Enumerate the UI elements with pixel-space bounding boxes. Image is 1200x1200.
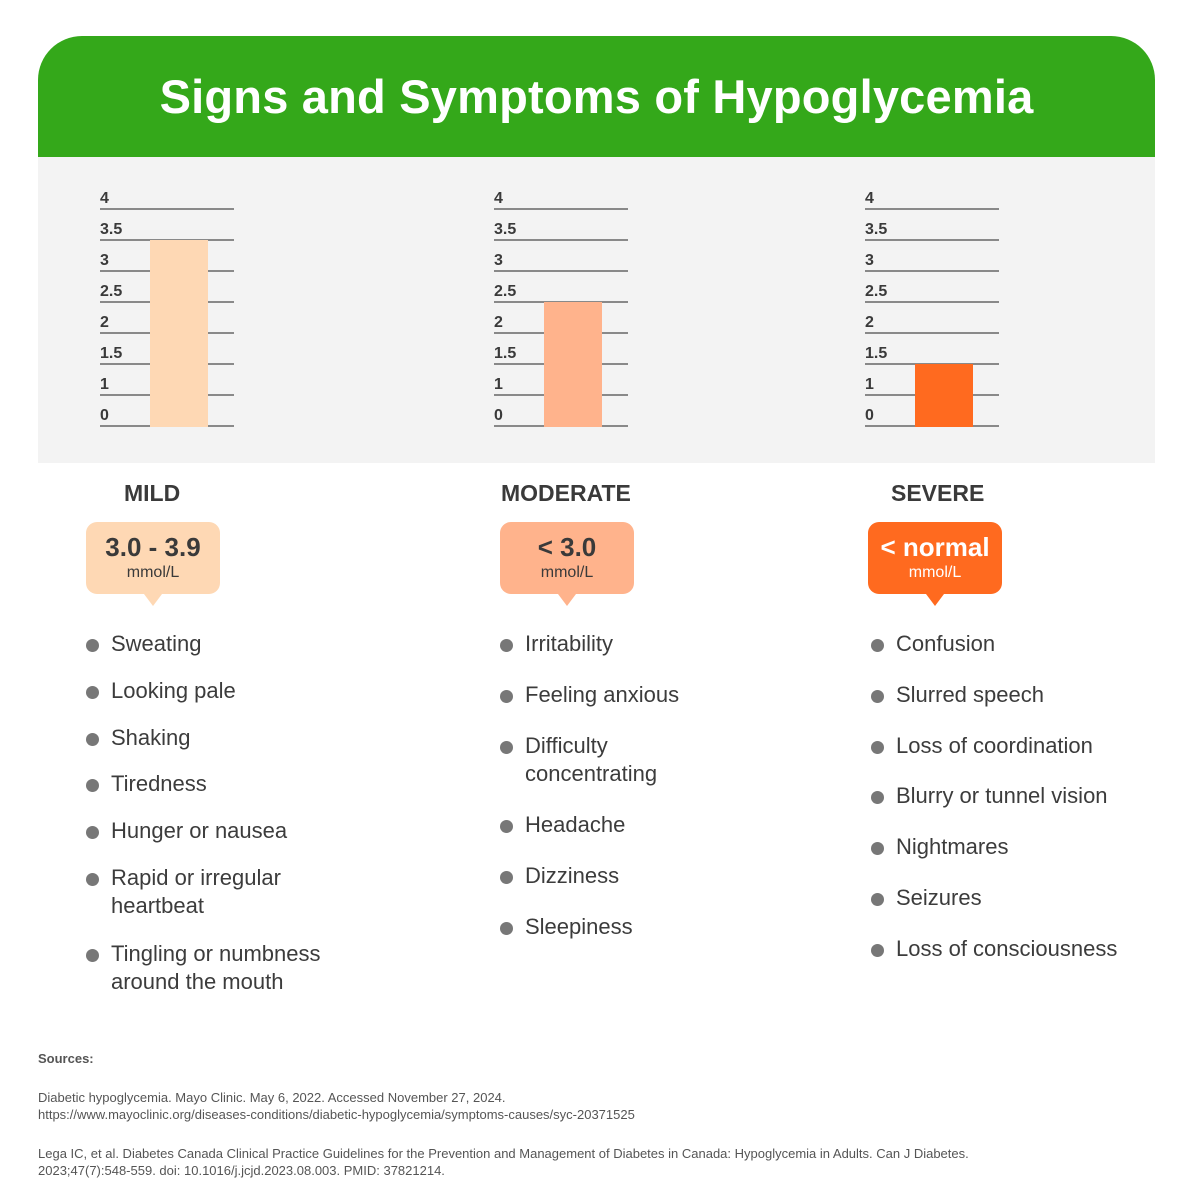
- range-badge-moderate: [500, 522, 634, 594]
- bullet-icon: [86, 873, 99, 886]
- range-value-moderate: < 3.0: [537, 532, 597, 562]
- source-1-line-1: Diabetic hypoglycemia. Mayo Clinic. May 6, 2022. Accessed November 27, 2024.: [38, 1090, 506, 1105]
- y-tick-label: 0: [865, 407, 874, 424]
- symptom-text: Blurry or tunnel vision: [896, 783, 1108, 808]
- y-tick-label: 2.5: [100, 283, 123, 300]
- symptom-text: Loss of coordination: [896, 733, 1093, 758]
- title-banner: [38, 36, 1155, 157]
- bullet-icon: [871, 893, 884, 906]
- symptom-text: Seizures: [896, 885, 982, 910]
- symptom-text: heartbeat: [111, 893, 204, 918]
- y-tick-label: 0: [100, 407, 109, 424]
- bar-mild: [150, 240, 208, 427]
- y-tick-label: 4: [100, 190, 109, 207]
- symptom-item: [86, 940, 321, 996]
- symptom-item: [871, 935, 1117, 963]
- y-tick-label: 3.5: [100, 221, 123, 238]
- symptom-item: [86, 630, 202, 658]
- y-tick-label: 4: [494, 190, 503, 207]
- symptom-text: Nightmares: [896, 834, 1009, 859]
- y-tick-label: 1: [494, 376, 503, 393]
- symptom-text: Tiredness: [111, 771, 207, 796]
- symptom-text: Rapid or irregular: [111, 865, 281, 890]
- symptom-item: [500, 811, 625, 839]
- chart-band: [38, 157, 1155, 463]
- range-unit-mild: mmol/L: [126, 564, 180, 581]
- symptom-text: Shaking: [111, 725, 191, 750]
- bar-severe: [915, 364, 973, 427]
- bullet-icon: [500, 639, 513, 652]
- symptom-item: [871, 732, 1093, 760]
- symptom-text: around the mouth: [111, 969, 284, 994]
- y-tick-label: 2.5: [494, 283, 517, 300]
- symptom-item: [871, 630, 995, 658]
- bar-chart-moderate: [494, 157, 694, 463]
- bullet-icon: [86, 733, 99, 746]
- symptom-text: Confusion: [896, 631, 996, 656]
- bullet-icon: [500, 820, 513, 833]
- symptom-text: concentrating: [525, 761, 658, 786]
- bullet-icon: [86, 826, 99, 839]
- symptom-item: [86, 864, 281, 920]
- sources-title: Sources:: [38, 1051, 94, 1066]
- symptom-item: [871, 681, 1044, 709]
- bullet-icon: [871, 690, 884, 703]
- symptom-item: [86, 770, 207, 798]
- symptom-text: Slurred speech: [896, 682, 1044, 707]
- source-citation-2: [38, 1145, 1158, 1179]
- bullet-icon: [500, 741, 513, 754]
- range-unit-moderate: mmol/L: [540, 564, 594, 581]
- y-tick-label: 1.5: [494, 345, 517, 362]
- y-tick-label: 1.5: [100, 345, 123, 362]
- symptom-text: Sweating: [111, 631, 202, 656]
- symptom-text: Headache: [525, 812, 626, 837]
- sources-section: [38, 1050, 1158, 1179]
- symptom-text: Dizziness: [525, 863, 620, 888]
- source-citation-1: [38, 1089, 1158, 1123]
- y-tick-label: 4: [865, 190, 874, 207]
- y-tick-label: 2: [865, 314, 874, 331]
- bullet-icon: [500, 871, 513, 884]
- symptom-text: Irritability: [525, 631, 614, 656]
- level-title-mild: MILD: [124, 480, 181, 506]
- y-tick-label: 3.5: [865, 221, 888, 238]
- bullet-icon: [86, 686, 99, 699]
- y-tick-label: 1: [100, 376, 109, 393]
- symptom-item: [871, 782, 1108, 810]
- symptom-text: Difficulty: [525, 733, 608, 758]
- bullet-icon: [86, 779, 99, 792]
- bullet-icon: [871, 639, 884, 652]
- bullet-icon: [871, 842, 884, 855]
- bullet-icon: [500, 690, 513, 703]
- bullet-icon: [86, 639, 99, 652]
- y-tick-label: 1: [865, 376, 874, 393]
- range-value-severe: < normal: [880, 532, 990, 562]
- range-badge-mild: [86, 522, 220, 594]
- page-title: Signs and Symptoms of Hypoglycemia: [159, 70, 1034, 123]
- y-tick-label: 3: [865, 252, 874, 269]
- level-title-moderate: MODERATE: [501, 480, 631, 506]
- bar-moderate: [544, 302, 602, 427]
- bar-chart-severe: [865, 157, 1065, 463]
- level-title-severe: SEVERE: [891, 480, 985, 506]
- symptom-text: Tingling or numbness: [111, 941, 321, 966]
- source-2-line-2: 2023;47(7):548-559. doi: 10.1016/j.jcjd.2023.08.003. PMID: 37821214.: [38, 1163, 445, 1178]
- range-badge-severe: [868, 522, 1002, 594]
- symptom-text: Sleepiness: [525, 914, 633, 939]
- symptom-item: [500, 630, 613, 658]
- symptom-item: [871, 833, 1008, 861]
- bullet-icon: [871, 944, 884, 957]
- source-2-line-1: Lega IC, et al. Diabetes Canada Clinical Practice Guidelines for the Prevention and Management of Diabetes in Canada: Hypoglycemia in Adults. Can J Diabetes.: [38, 1146, 969, 1161]
- symptom-text: Hunger or nausea: [111, 818, 288, 843]
- range-unit-severe: mmol/L: [908, 564, 962, 581]
- y-tick-label: 3.5: [494, 221, 517, 238]
- y-tick-label: 0: [494, 407, 503, 424]
- symptom-item: [500, 732, 657, 788]
- symptom-item: [86, 817, 287, 845]
- bar-chart-mild: [100, 157, 300, 463]
- symptom-item: [500, 862, 619, 890]
- symptom-item: [871, 884, 982, 912]
- symptom-text: Loss of consciousness: [896, 936, 1118, 961]
- y-tick-label: 3: [494, 252, 503, 269]
- y-tick-label: 2: [100, 314, 109, 331]
- bullet-icon: [86, 949, 99, 962]
- y-tick-label: 2: [494, 314, 503, 331]
- bullet-icon: [871, 791, 884, 804]
- y-tick-label: 3: [100, 252, 109, 269]
- y-tick-label: 1.5: [865, 345, 888, 362]
- bullet-icon: [500, 922, 513, 935]
- source-1-url[interactable]: https://www.mayoclinic.org/diseases-conditions/diabetic-hypoglycemia/symptoms-causes/syc-20371525: [38, 1107, 635, 1122]
- range-value-mild: 3.0 - 3.9: [105, 532, 201, 562]
- symptom-text: Looking pale: [111, 678, 236, 703]
- symptom-item: [500, 681, 679, 709]
- symptom-item: [86, 677, 236, 705]
- symptom-item: [86, 724, 191, 752]
- symptom-item: [500, 913, 633, 941]
- y-tick-label: 2.5: [865, 283, 888, 300]
- symptom-text: Feeling anxious: [525, 682, 680, 707]
- bullet-icon: [871, 741, 884, 754]
